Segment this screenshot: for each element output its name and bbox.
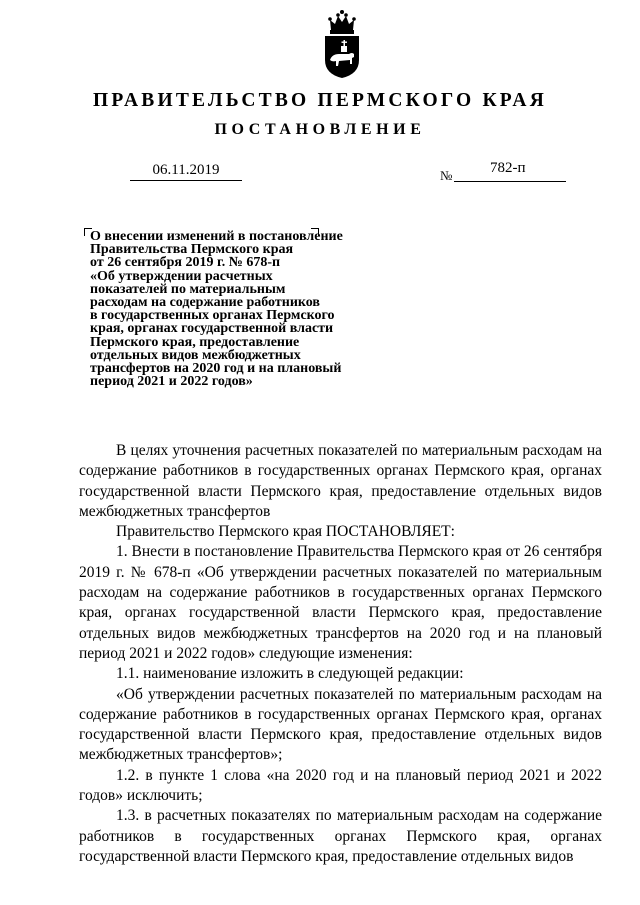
- document-date: 06.11.2019: [152, 162, 220, 178]
- number-sign: №: [440, 168, 453, 183]
- body-paragraph-preamble: В целях уточнения расчетных показателей по материальным расходам на содержание работников в государственных органах Пермского края, органах государственной власти Пермского края, предоставление отдельных видов межбюджетных трансфертов: [79, 442, 602, 520]
- body-paragraph-resolves: Правительство Пермского края ПОСТАНОВЛЯЕТ:: [116, 523, 455, 541]
- subject-line: края, органах государственной власти: [90, 321, 334, 337]
- body-paragraph-item-1-2: 1.2. в пункте 1 слова «на 2020 год и на плановый период 2021 и 2022 годов» исключить;: [79, 766, 602, 805]
- subject-line: Пермского края, предоставление: [90, 334, 300, 350]
- body-paragraph-item-1: 1. Внести в постановление Правительства Пермского края от 26 сентября 2019 г. № 678-п «Об утверждении расчетных показателей по материальным расходам на содержание работников в государственных органах Пермского края, органах государственной власти Пермского края, предоставление отдельных видов межбюджетных трансфертов на 2020 год и на плановый период 2021 и 2022 годов» следующие изменения:: [79, 543, 602, 662]
- body-paragraph-item-1-3: 1.3. в расчетных показателях по материальным расходам на содержание работников в государственных органах Пермского края, органах государственной власти Пермского края, предоставление отдельных видов: [79, 807, 602, 865]
- government-title: ПРАВИТЕЛЬСТВО ПЕРМСКОГО КРАЯ: [93, 90, 547, 111]
- body-paragraph-item-1-1: 1.1. наименование изложить в следующей редакции:: [116, 665, 464, 683]
- subject-line: отдельных видов межбюджетных: [90, 347, 301, 363]
- number-underline: [454, 181, 566, 182]
- subject-line: в государственных органах Пермского: [90, 308, 335, 324]
- subject-line: от 26 сентября 2019 г. № 678-п: [90, 255, 281, 271]
- subject-line: расходам на содержание работников: [90, 295, 320, 311]
- date-field: [130, 160, 242, 181]
- coat-of-arms-icon: [321, 8, 363, 80]
- subject-line: показателей по материальным: [90, 281, 286, 297]
- document-type: ПОСТАНОВЛЕНИЕ: [214, 121, 426, 138]
- document-number: 782-п: [490, 160, 526, 176]
- subject-line: Правительства Пермского края: [90, 242, 294, 258]
- subject-line: «Об утверждении расчетных: [90, 268, 273, 284]
- subject-line: период 2021 и 2022 годов»: [90, 374, 253, 390]
- number-field: [440, 160, 566, 184]
- document-subject: [90, 230, 370, 388]
- document-body: [79, 441, 602, 867]
- subject-line: О внесении изменений в постановление: [90, 229, 343, 244]
- date-underline: [130, 180, 242, 181]
- subject-line: трансфертов на 2020 год и на плановый: [90, 361, 342, 377]
- body-paragraph-quote: «Об утверждении расчетных показателей по материальным расходам на содержание работников в государственных органах Пермского края, органах государственной власти Пермского края, предоставление отдельных видов межбюджетных трансфертов»;: [79, 685, 602, 764]
